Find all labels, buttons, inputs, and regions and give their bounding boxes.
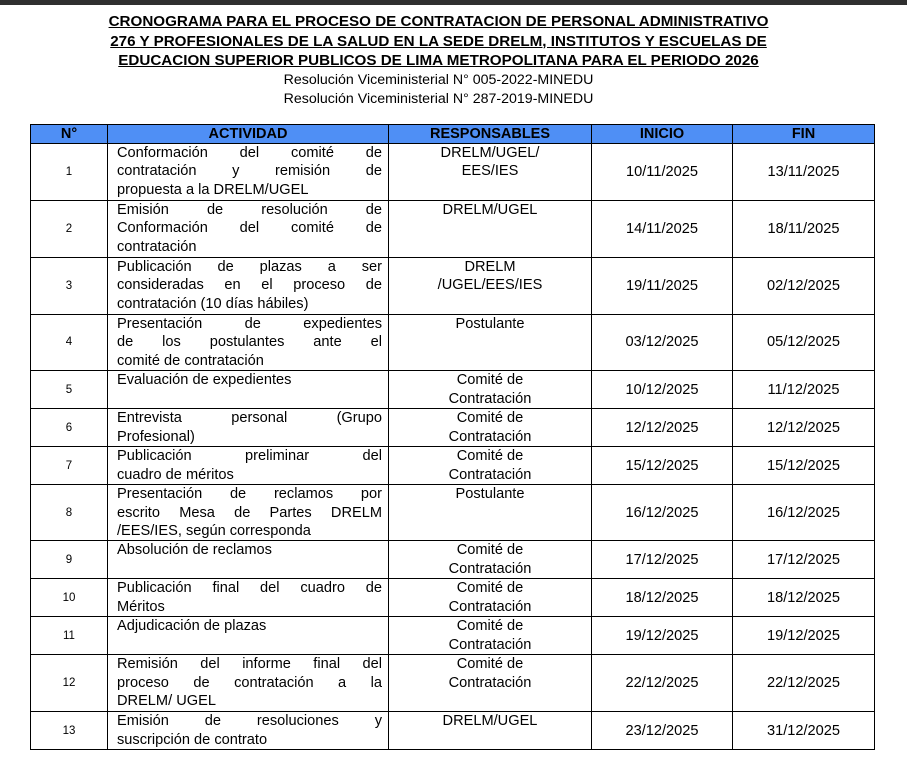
- responsables-line: Contratación: [448, 598, 532, 615]
- responsables-line: Comité de: [456, 542, 524, 559]
- table-row: [31, 371, 875, 409]
- responsables-line: Comité de: [456, 656, 524, 673]
- cell-actividad: [108, 258, 389, 315]
- actividad-line: [117, 390, 382, 408]
- actividad-line: Publicación final del cuadro de: [117, 580, 382, 597]
- table-row: [31, 201, 875, 258]
- table-row: [31, 579, 875, 617]
- cell-actividad: [108, 579, 389, 617]
- cell-actividad: [108, 315, 389, 371]
- responsables-line: Comité de: [456, 618, 524, 635]
- cell-num: 4: [31, 315, 108, 371]
- cell-actividad: [108, 485, 389, 541]
- actividad-line: [117, 636, 382, 654]
- header-inicio: INICIO: [592, 125, 733, 144]
- cell-responsables: [389, 201, 592, 258]
- actividad-line: /EES/IES, según corresponda: [117, 523, 311, 540]
- cell-num: 12: [31, 655, 108, 712]
- table-row: [31, 655, 875, 712]
- actividad-line: Presentación de reclamos por: [117, 486, 382, 503]
- actividad-line: Evaluación de expedientes: [117, 372, 292, 389]
- table-row: [31, 409, 875, 447]
- cell-inicio: 12/12/2025: [592, 409, 733, 447]
- actividad-line: propuesta a la DRELM/UGEL: [117, 181, 309, 198]
- cell-num: 5: [31, 371, 108, 409]
- actividad-line: Emisión de resoluciones y: [117, 713, 382, 730]
- schedule-table: [30, 124, 875, 750]
- cell-responsables: [389, 371, 592, 409]
- actividad-line: Remisión del informe final del: [117, 656, 382, 673]
- table-row: [31, 617, 875, 655]
- cell-actividad: [108, 201, 389, 258]
- resolution-2: Resolución Viceministerial N° 287-2019-MINEDU: [283, 90, 594, 107]
- responsables-line: Comité de: [456, 410, 524, 427]
- responsables-line: /UGEL/EES/IES: [437, 277, 543, 294]
- header-num: N°: [31, 125, 108, 144]
- table-row: [31, 315, 875, 371]
- responsables-line: Contratación: [448, 390, 532, 407]
- cell-num: 13: [31, 712, 108, 750]
- title-line-3: EDUCACION SUPERIOR PUBLICOS DE LIMA METROPOLITANA PARA EL PERIODO 2026: [118, 52, 759, 69]
- responsables-line: Contratación: [448, 674, 532, 691]
- cell-inicio: 19/12/2025: [592, 617, 733, 655]
- actividad-line: Entrevista personal (Grupo: [117, 410, 382, 427]
- actividad-line: Profesional): [117, 428, 195, 445]
- cell-fin: 19/12/2025: [733, 617, 875, 655]
- cell-inicio: 03/12/2025: [592, 315, 733, 371]
- responsables-line: Comité de: [456, 448, 524, 465]
- actividad-line: DRELM/ UGEL: [117, 693, 216, 710]
- actividad-line: [117, 560, 382, 578]
- cell-num: 1: [31, 144, 108, 201]
- responsables-line: Contratación: [448, 560, 532, 577]
- actividad-line: Méritos: [117, 598, 165, 615]
- cell-responsables: [389, 315, 592, 371]
- title-line-1: CRONOGRAMA PARA EL PROCESO DE CONTRATACION DE PERSONAL ADMINISTRATIVO: [108, 13, 769, 30]
- cell-responsables: [389, 541, 592, 579]
- cell-inicio: 17/12/2025: [592, 541, 733, 579]
- actividad-line: Emisión de resolución de: [117, 202, 382, 218]
- cell-num: 9: [31, 541, 108, 579]
- actividad-line: Conformación del comité de: [117, 220, 382, 237]
- cell-inicio: 22/12/2025: [592, 655, 733, 712]
- responsables-line: Postulante: [455, 486, 525, 503]
- cell-responsables: [389, 258, 592, 315]
- cell-responsables: [389, 144, 592, 201]
- responsables-line: Contratación: [448, 428, 532, 445]
- cell-fin: 31/12/2025: [733, 712, 875, 750]
- cell-responsables: [389, 579, 592, 617]
- actividad-line: suscripción de contrato: [117, 731, 268, 748]
- cell-fin: 16/12/2025: [733, 485, 875, 541]
- cell-responsables: [389, 485, 592, 541]
- table-row: [31, 447, 875, 485]
- cell-actividad: [108, 371, 389, 409]
- window-top-border: [0, 0, 907, 5]
- cell-fin: 18/12/2025: [733, 579, 875, 617]
- cell-num: 10: [31, 579, 108, 617]
- cell-fin: 15/12/2025: [733, 447, 875, 485]
- cell-responsables: [389, 712, 592, 750]
- cell-responsables: [389, 655, 592, 712]
- responsables-line: Postulante: [455, 316, 525, 332]
- title-line-2: 276 Y PROFESIONALES DE LA SALUD EN LA SEDE DRELM, INSTITUTOS Y ESCUELAS DE: [110, 32, 767, 50]
- responsables-line: DRELM/UGEL: [442, 713, 538, 730]
- cell-fin: 02/12/2025: [733, 258, 875, 315]
- cell-actividad: [108, 409, 389, 447]
- document-header: [0, 12, 907, 109]
- cell-actividad: [108, 655, 389, 712]
- responsables-line: Comité de: [456, 372, 524, 389]
- cell-fin: 05/12/2025: [733, 315, 875, 371]
- cell-num: 11: [31, 617, 108, 655]
- cell-inicio: 23/12/2025: [592, 712, 733, 750]
- actividad-line: de los postulantes ante el: [117, 334, 382, 351]
- cell-responsables: [389, 447, 592, 485]
- table-row: [31, 144, 875, 201]
- actividad-line: proceso de contratación a la: [117, 674, 382, 691]
- header-actividad: ACTIVIDAD: [108, 125, 389, 144]
- cell-inicio: 14/11/2025: [592, 201, 733, 258]
- responsables-line: DRELM: [464, 259, 516, 275]
- cell-fin: 11/12/2025: [733, 371, 875, 409]
- cell-actividad: [108, 447, 389, 485]
- cell-inicio: 16/12/2025: [592, 485, 733, 541]
- table-row: [31, 712, 875, 750]
- cell-fin: 22/12/2025: [733, 655, 875, 712]
- header-responsables: RESPONSABLES: [389, 125, 592, 144]
- resolution-1: Resolución Viceministerial N° 005-2022-MINEDU: [283, 71, 594, 88]
- actividad-line: escrito Mesa de Partes DRELM: [117, 504, 382, 521]
- cell-num: 2: [31, 201, 108, 258]
- actividad-line: consideradas en el proceso de: [117, 277, 382, 294]
- cell-num: 7: [31, 447, 108, 485]
- actividad-line: Conformación del comité de: [117, 145, 382, 161]
- table-header-row: [31, 125, 875, 144]
- table-row: [31, 541, 875, 579]
- cell-inicio: 15/12/2025: [592, 447, 733, 485]
- table-row: [31, 258, 875, 315]
- actividad-line: Publicación de plazas a ser: [117, 259, 382, 275]
- actividad-line: comité de contratación: [117, 352, 264, 369]
- table-row: [31, 485, 875, 541]
- cell-num: 6: [31, 409, 108, 447]
- cell-inicio: 19/11/2025: [592, 258, 733, 315]
- header-fin: FIN: [733, 125, 875, 144]
- cell-fin: 13/11/2025: [733, 144, 875, 201]
- actividad-line: contratación: [117, 238, 197, 255]
- cell-actividad: [108, 541, 389, 579]
- cell-actividad: [108, 712, 389, 750]
- responsables-line: DRELM/UGEL: [442, 202, 538, 218]
- cell-actividad: [108, 144, 389, 201]
- actividad-line: Adjudicación de plazas: [117, 618, 267, 635]
- actividad-line: Absolución de reclamos: [117, 542, 272, 559]
- responsables-line: Contratación: [448, 466, 532, 483]
- cell-inicio: 18/12/2025: [592, 579, 733, 617]
- actividad-line: contratación (10 días hábiles): [117, 295, 309, 312]
- actividad-line: Publicación preliminar del: [117, 448, 382, 465]
- cell-inicio: 10/12/2025: [592, 371, 733, 409]
- actividad-line: Presentación de expedientes: [117, 316, 382, 332]
- actividad-line: cuadro de méritos: [117, 466, 234, 483]
- responsables-line: Comité de: [456, 580, 524, 597]
- cell-actividad: [108, 617, 389, 655]
- actividad-line: contratación y remisión de: [117, 163, 382, 180]
- cell-fin: 12/12/2025: [733, 409, 875, 447]
- cell-responsables: [389, 409, 592, 447]
- cell-num: 3: [31, 258, 108, 315]
- responsables-line: DRELM/UGEL/: [440, 145, 540, 161]
- cell-num: 8: [31, 485, 108, 541]
- responsables-line: Contratación: [448, 636, 532, 653]
- cell-fin: 17/12/2025: [733, 541, 875, 579]
- cell-responsables: [389, 617, 592, 655]
- cell-inicio: 10/11/2025: [592, 144, 733, 201]
- cell-fin: 18/11/2025: [733, 201, 875, 258]
- responsables-line: EES/IES: [461, 163, 519, 180]
